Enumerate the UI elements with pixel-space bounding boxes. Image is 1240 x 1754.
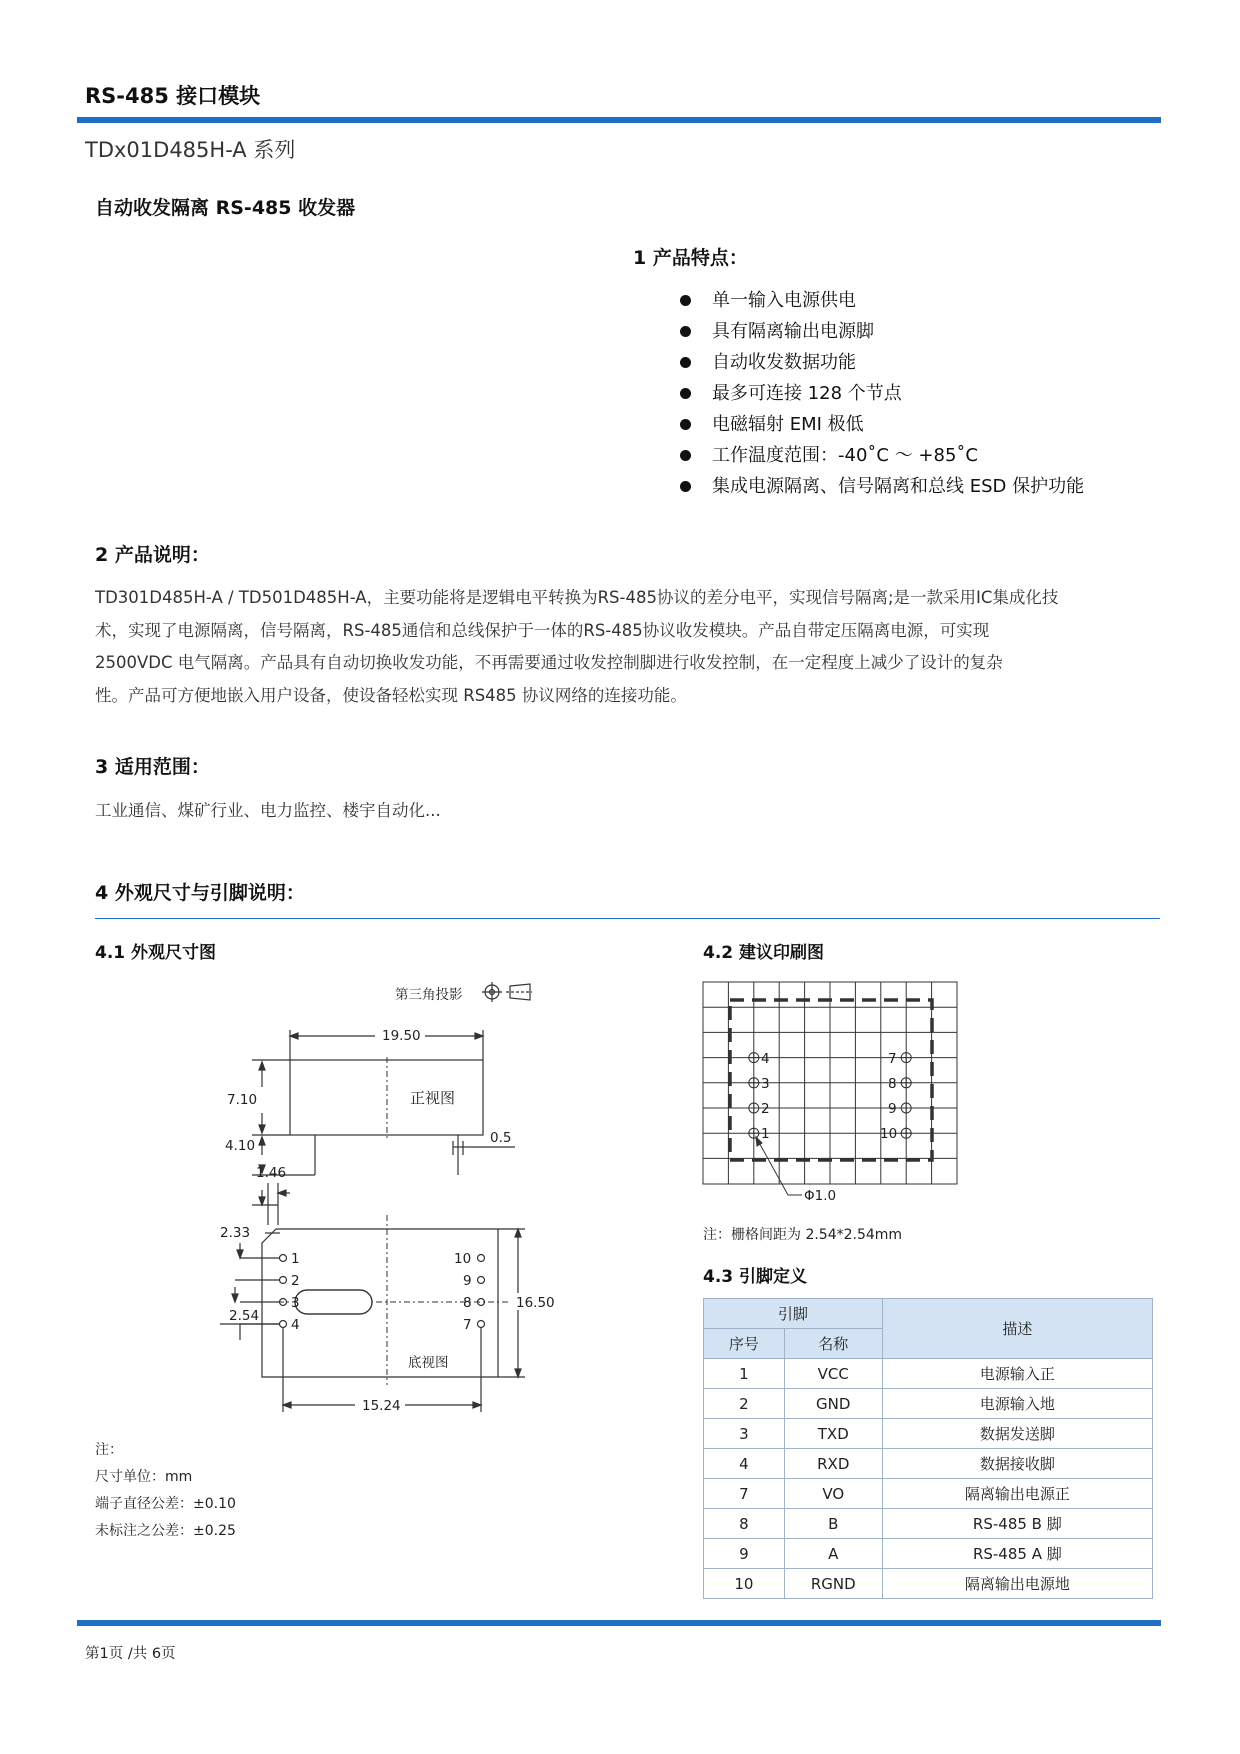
product-subtitle: 自动收发隔离 RS-485 收发器 bbox=[95, 197, 356, 219]
pin-name-cell: RXD bbox=[784, 1449, 882, 1479]
header-rule bbox=[77, 117, 1161, 123]
pin-desc-cell: RS-485 B 脚 bbox=[882, 1509, 1152, 1539]
pcb-pin-label: 3 bbox=[761, 1076, 770, 1092]
pin-number: 7 bbox=[463, 1317, 472, 1333]
pcb-layout-drawing bbox=[702, 980, 962, 1210]
pcb-pin-label: 8 bbox=[888, 1076, 897, 1092]
description-line: 2500VDC 电气隔离。产品具有自动切换收发功能，不再需要通过收发控制脚进行收发控制，在一定程度上减少了设计的复杂 bbox=[95, 653, 1003, 672]
front-view-label: 正视图 bbox=[410, 1089, 456, 1107]
third-angle-projection-icon bbox=[482, 982, 532, 1002]
page-number: 第1页 /共 6页 bbox=[85, 1646, 176, 1662]
pin-no-cell: 10 bbox=[704, 1569, 785, 1599]
pin-desc-cell: RS-485 A 脚 bbox=[882, 1539, 1152, 1569]
feature-item: 自动收发数据功能 bbox=[680, 347, 1084, 378]
pcb-pin-label: 7 bbox=[888, 1051, 897, 1067]
pin-name-cell: VCC bbox=[784, 1359, 882, 1389]
pin-number: 10 bbox=[454, 1251, 472, 1267]
feature-item: 单一输入电源供电 bbox=[680, 285, 1084, 316]
dim-15-24: 15.24 bbox=[362, 1398, 401, 1414]
notes-title: 注： bbox=[95, 1442, 123, 1458]
pcb-hole-label: Φ1.0 bbox=[804, 1188, 837, 1204]
pin-number: 9 bbox=[463, 1273, 472, 1289]
page-header-title: RS-485 接口模块 bbox=[85, 84, 261, 108]
pcb-pin-label: 1 bbox=[761, 1126, 770, 1142]
pin-desc-cell: 电源输入正 bbox=[882, 1359, 1152, 1389]
features-heading: 1 产品特点： bbox=[633, 247, 748, 269]
pin-number: 1 bbox=[291, 1251, 300, 1267]
features-list bbox=[680, 285, 1084, 502]
dim-1-46: 1.46 bbox=[256, 1165, 287, 1181]
pcb-pin-label: 4 bbox=[761, 1051, 770, 1067]
outline-rule bbox=[95, 918, 1160, 919]
description-paragraph bbox=[95, 582, 1155, 712]
note-line: 端子直径公差：±0.10 bbox=[95, 1496, 236, 1512]
table-row bbox=[704, 1569, 1153, 1599]
feature-item: 工作温度范围：-40˚C ～ +85˚C bbox=[680, 440, 1084, 471]
pin-name-cell: A bbox=[784, 1539, 882, 1569]
pin-name-cell: TXD bbox=[784, 1419, 882, 1449]
dim-16-50: 16.50 bbox=[516, 1295, 555, 1311]
projection-label: 第三角投影 bbox=[395, 987, 463, 1003]
pin-no-cell: 8 bbox=[704, 1509, 785, 1539]
pin-name-cell: VO bbox=[784, 1479, 882, 1509]
pin-number: 3 bbox=[291, 1295, 300, 1311]
pin-name-cell: RGND bbox=[784, 1569, 882, 1599]
pin-desc-cell: 电源输入地 bbox=[882, 1389, 1152, 1419]
pin-no-cell: 1 bbox=[704, 1359, 785, 1389]
pin-number: 8 bbox=[463, 1295, 472, 1311]
pin-no-cell: 9 bbox=[704, 1539, 785, 1569]
description-line: TD301D485H-A / TD501D485H-A，主要功能将是逻辑电平转换为RS-485协议的差分电平，实现信号隔离;是一款采用IC集成化技 bbox=[95, 588, 1059, 607]
pin-number: 2 bbox=[291, 1273, 300, 1289]
pin-desc-cell: 数据接收脚 bbox=[882, 1449, 1152, 1479]
dimension-drawing bbox=[220, 975, 560, 1435]
pin-no-cell: 3 bbox=[704, 1419, 785, 1449]
scope-heading: 3 适用范围： bbox=[95, 756, 210, 778]
dim-width: 19.50 bbox=[382, 1028, 421, 1044]
table-row bbox=[704, 1479, 1153, 1509]
pin-name-cell: GND bbox=[784, 1389, 882, 1419]
pins-heading: 4.3 引脚定义 bbox=[703, 1267, 808, 1287]
name-header: 名称 bbox=[784, 1329, 882, 1359]
description-heading: 2 产品说明： bbox=[95, 544, 210, 566]
pin-no-cell: 7 bbox=[704, 1479, 785, 1509]
description-line: 性。产品可方便地嵌入用户设备，使设备轻松实现 RS485 协议网络的连接功能。 bbox=[95, 685, 687, 705]
description-line: 术，实现了电源隔离，信号隔离，RS-485通信和总线保护于一体的RS-485协议收发模块。产品自带定压隔离电源，可实现 bbox=[95, 620, 990, 640]
feature-item: 集成电源隔离、信号隔离和总线 ESD 保护功能 bbox=[680, 471, 1084, 502]
feature-item: 最多可连接 128 个节点 bbox=[680, 378, 1084, 409]
pin-name-cell: B bbox=[784, 1509, 882, 1539]
dim-2-54: 2.54 bbox=[229, 1308, 260, 1324]
dims-heading: 4.1 外观尺寸图 bbox=[95, 943, 217, 963]
table-row bbox=[704, 1419, 1153, 1449]
table-row bbox=[704, 1389, 1153, 1419]
dim-2-33: 2.33 bbox=[220, 1225, 251, 1241]
desc-header: 描述 bbox=[882, 1299, 1152, 1359]
note-line: 未标注之公差：±0.25 bbox=[95, 1523, 236, 1539]
pin-no-cell: 2 bbox=[704, 1389, 785, 1419]
pin-desc-cell: 数据发送脚 bbox=[882, 1419, 1152, 1449]
pin-desc-cell: 隔离输出电源正 bbox=[882, 1479, 1152, 1509]
table-row bbox=[704, 1359, 1153, 1389]
no-header: 序号 bbox=[704, 1329, 785, 1359]
pin-no-cell: 4 bbox=[704, 1449, 785, 1479]
note-line: 尺寸单位：mm bbox=[95, 1469, 193, 1485]
table-row bbox=[704, 1539, 1153, 1569]
pin-number: 4 bbox=[291, 1317, 300, 1333]
pcb-pin-label: 9 bbox=[888, 1101, 897, 1117]
pin-definition-table bbox=[703, 1298, 1153, 1599]
table-row bbox=[704, 1449, 1153, 1479]
feature-item: 电磁辐射 EMI 极低 bbox=[680, 409, 1084, 440]
pcb-pin-label: 2 bbox=[761, 1101, 770, 1117]
dim-pin-diameter: 0.5 bbox=[490, 1130, 512, 1146]
footer-rule bbox=[77, 1620, 1161, 1626]
series-name: TDx01D485H-A 系列 bbox=[85, 138, 296, 162]
outline-heading: 4 外观尺寸与引脚说明： bbox=[95, 882, 305, 904]
dim-height: 7.10 bbox=[227, 1092, 258, 1108]
bottom-view-label: 底视图 bbox=[408, 1355, 449, 1371]
dim-pin-length: 4.10 bbox=[225, 1138, 256, 1154]
pcb-heading: 4.2 建议印刷图 bbox=[703, 943, 825, 963]
pcb-note: 注：栅格间距为 2.54*2.54mm bbox=[703, 1227, 903, 1243]
table-row bbox=[704, 1509, 1153, 1539]
scope-text: 工业通信、煤矿行业、电力监控、楼宇自动化... bbox=[95, 801, 441, 820]
pin-desc-cell: 隔离输出电源地 bbox=[882, 1569, 1152, 1599]
pin-group-header: 引脚 bbox=[704, 1299, 883, 1329]
pcb-pin-label: 10 bbox=[880, 1126, 898, 1142]
feature-item: 具有隔离输出电源脚 bbox=[680, 316, 1084, 347]
dims-notes bbox=[95, 1437, 236, 1545]
